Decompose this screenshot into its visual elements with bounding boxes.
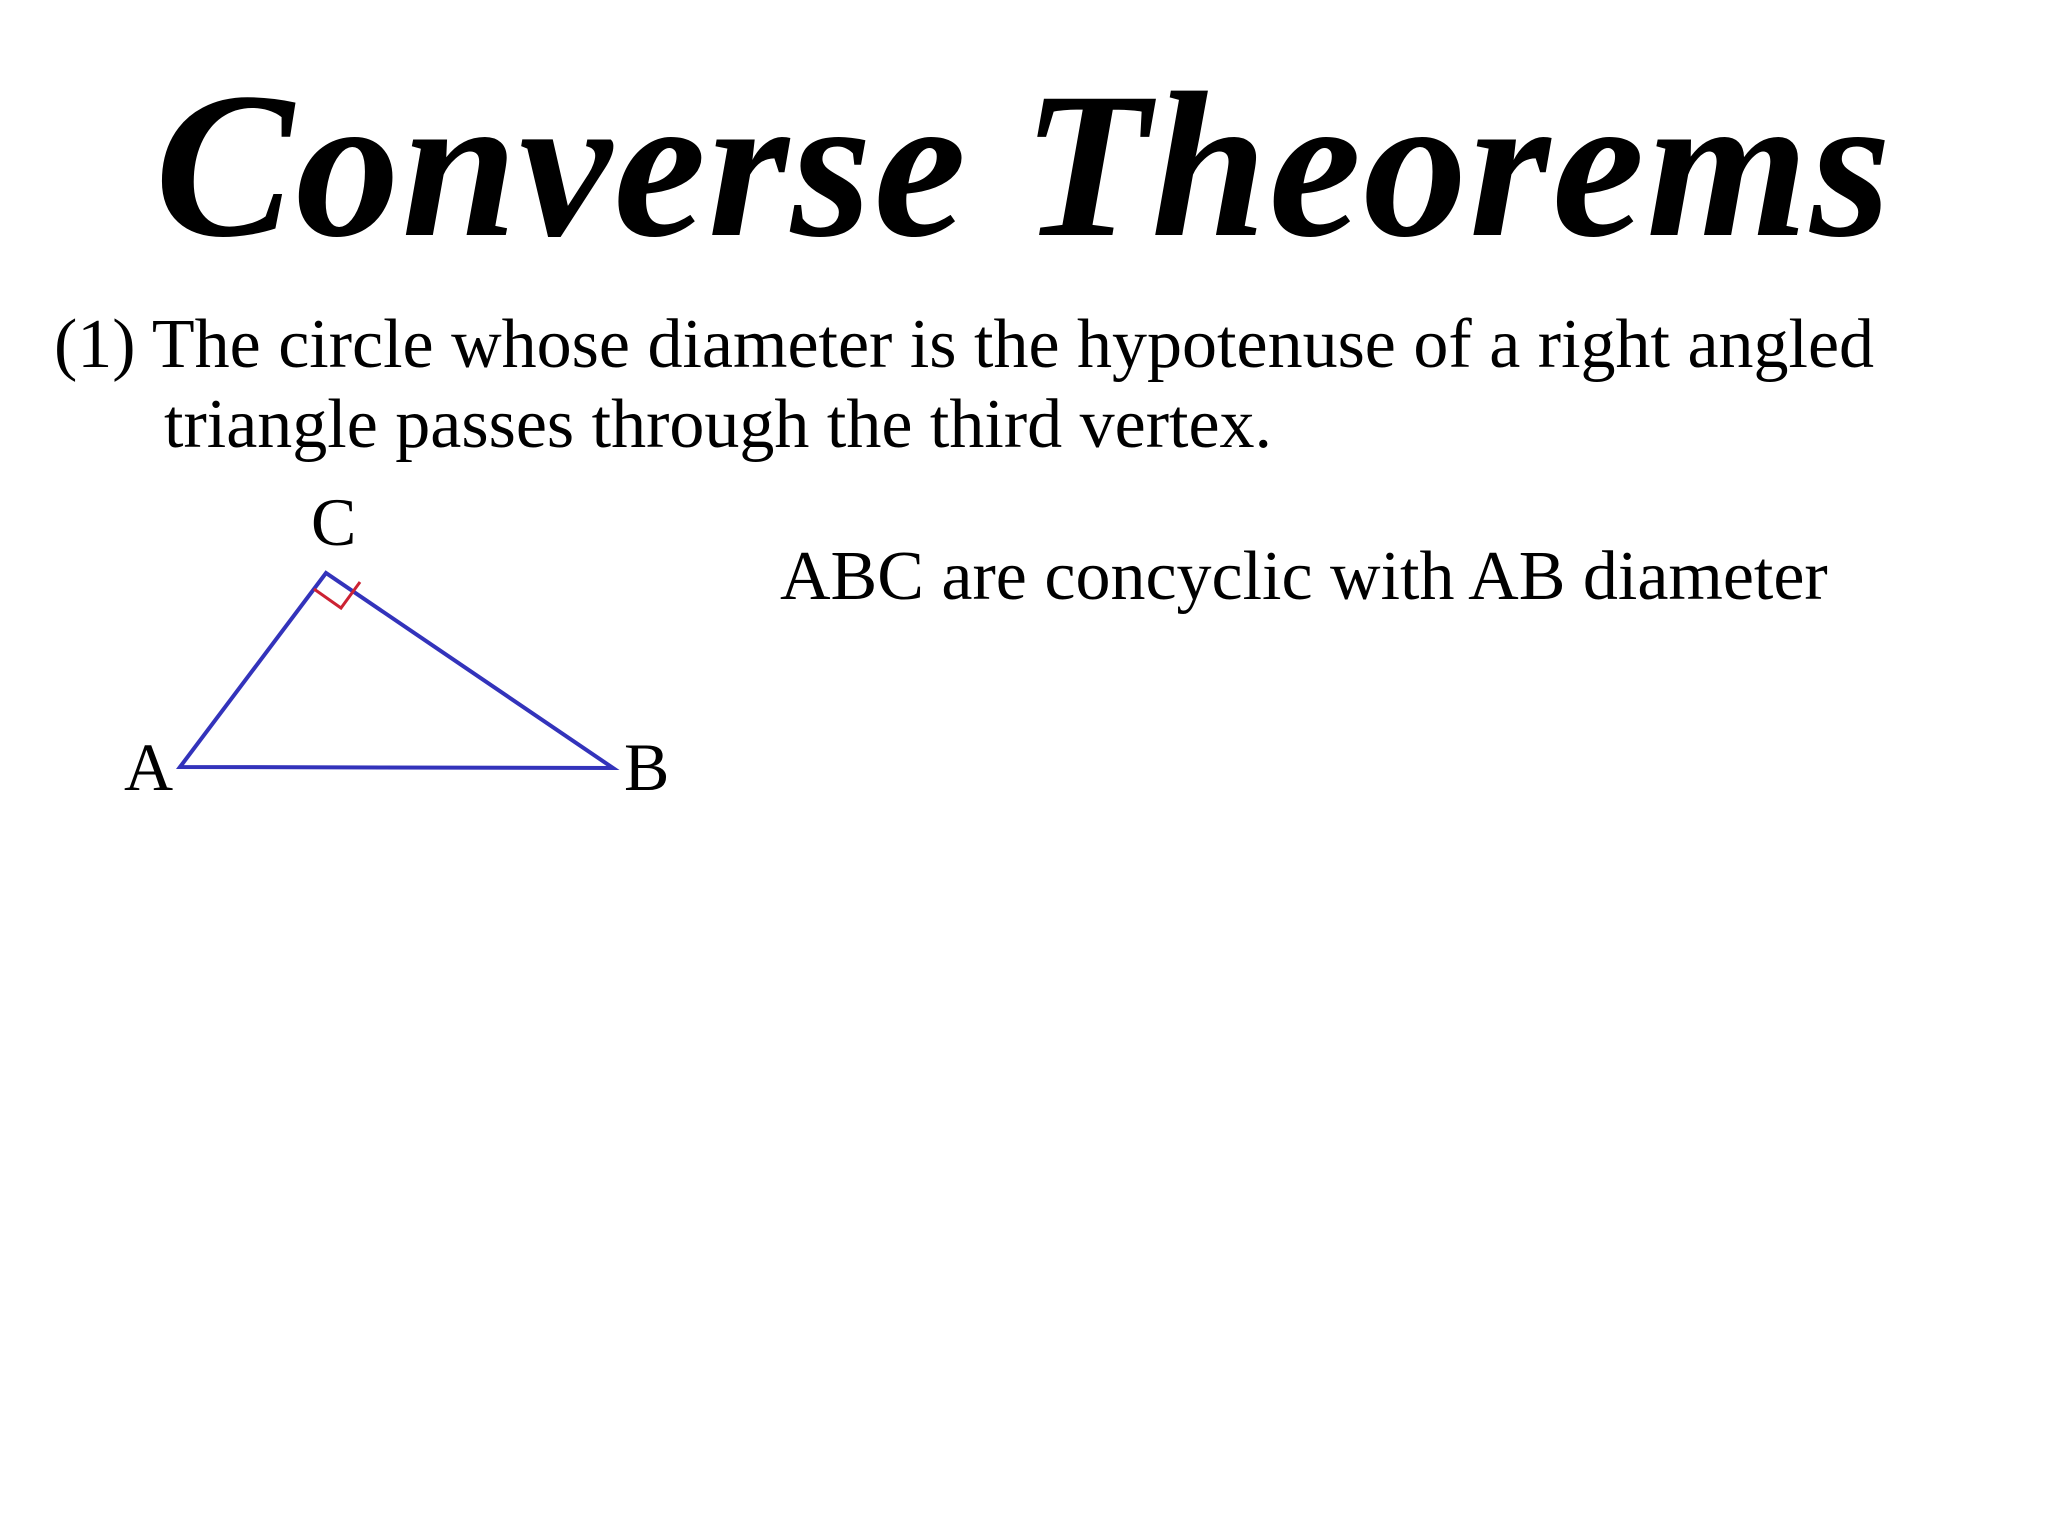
vertex-label-b: B [624,729,670,805]
vertex-label-a: A [124,729,174,805]
theorem-line-2: triangle passes through the third vertex. [164,386,1273,463]
theorem-line-1: The circle whose diameter is the hypotenuse of a right angled [151,306,1875,383]
theorem-number: (1) [54,306,136,383]
vertex-label-c: C [311,484,357,560]
right-angle-marker [314,582,360,608]
slide-title: Converse Theorems [154,50,1894,280]
triangle-abc [180,573,613,768]
conclusion-text: ABC are concyclic with AB diameter [780,538,1828,615]
